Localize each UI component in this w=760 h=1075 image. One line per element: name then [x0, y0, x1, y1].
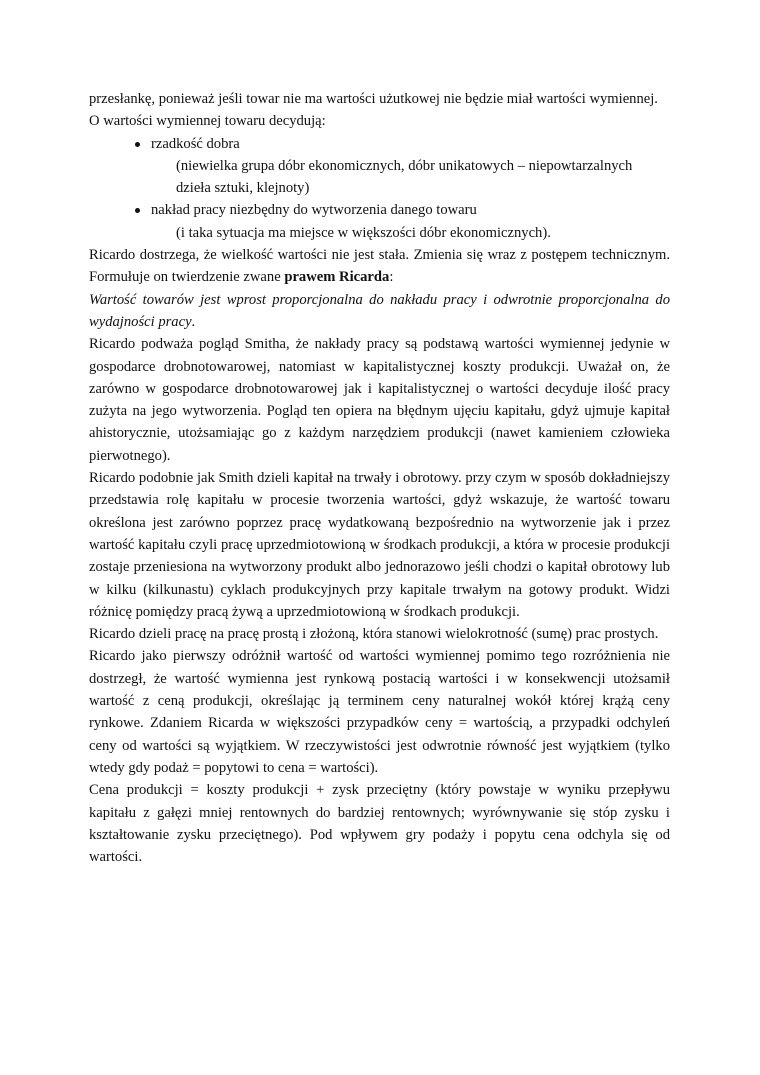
bullet-item-scarcity: rzadkość dobra — [151, 133, 670, 155]
law-statement — [89, 289, 670, 334]
paragraph-smith-critique: Ricardo podważa pogląd Smitha, że nakłady pracy są podstawą wartości wymiennej jedynie w gospodarce drobnotowarowej, natomiast w kapitalistycznej koszty produkcji. Uważał on, że zarówno w gospodarce drobnotowarowej jak i kapitalistycznej o wartości decyduje ilość pracy zużyta na jego wytworzenia. Pogląd ten opiera na błędnym ujęciu kapitału, gdyż ujmuje kapitał ahistorycznie, utożsamiając go z każdym narzędziem produkcji (nawet kamieniem człowieka pierwotnego). — [89, 336, 670, 464]
bullet-item-labor: nakład pracy niezbędny do wytworzenia danego towaru — [151, 199, 670, 221]
paragraph-exchange-value: Ricardo jako pierwszy odróżnił wartość od wartości wymiennej pomimo tego rozróżnienia nie dostrzegł, że wartość wymienna jest rynkową postacią wartości i w konsekwencji utożsamił wartość z ceną produkcji, określając ją terminem ceny naturalnej wokół której krążą ceny rynkowe. Zdaniem Ricarda w większości przypadków ceny = wartością, a przypadki odchyleń ceny od wartości są wyjątkiem. W rzeczywistości jest odwrotnie równość jest wyjątkiem (tylko wtedy gdy podaż = popytowi to cena = wartości). — [89, 648, 670, 776]
intro-question: O wartości wymiennej towaru decydują: — [89, 113, 326, 130]
law-statement-period: . — [191, 313, 196, 330]
law-colon: : — [389, 269, 394, 286]
intro-paragraph: przesłankę, ponieważ jeśli towar nie ma wartości użutkowej nie będzie miał wartości wymiennej. — [89, 91, 658, 107]
law-statement-text: Wartość towarów jest wprost proporcjonalna do nakładu pracy i odwrotnie proporcjonalna do wydajności pracy — [89, 291, 670, 330]
law-lead: Ricardo dostrzega, że wielkość wartości nie jest stała. Zmienia się wraz z postępem technicznym. Formułuje on twierdzenie zwane — [89, 247, 670, 286]
document-page — [89, 88, 670, 868]
paragraph-labor-types: Ricardo dzieli pracę na pracę prostą i złożoną, która stanowi wielokrotność (sumę) prac prostych. — [89, 626, 659, 643]
law-name: prawem Ricarda — [284, 269, 390, 286]
bullet-note-labor: (i taka sytuacja ma miejsce w większości dóbr ekonomicznych). — [176, 224, 551, 241]
bullet-note-scarcity: (niewielka grupa dóbr ekonomicznych, dóbr unikatowych – niepowtarzalnych dzieła sztuki, klejnoty) — [176, 157, 633, 197]
paragraph-production-price: Cena produkcji = koszty produkcji + zysk przeciętny (który powstaje w wyniku przepływu kapitału z gałęzi mniej rentownych do bardziej rentownych; wyrównywanie się stóp zysku i kształtowanie zysku przeciętnego). Pod wpływem gry podaży i popytu cena odchyla się od wartości. — [89, 782, 670, 866]
paragraph-capital: Ricardo podobnie jak Smith dzieli kapitał na trwały i obrotowy. przy czym w sposób dokładniejszy przedstawia rolę kapitału w procesie tworzenia wartości, gdyż wskazuje, że wartość towaru określona jest zarówno poprzez pracę wydatkowaną bezpośrednio na wytworzenie jak i przez wartość kapitału czyli pracę uprzedmiotowioną w środkach produkcji, a która w procesie produkcji zostaje przeniesiona na wytworzony produkt albo jednorazowo jeśli chodzi o kapitał obrotowy lub w kilku (kilkunastu) cyklach produkcyjnych przy kapitale trwałym na gotowy produkt. Widzi różnicę pomiędzy pracą żywą a uprzedmiotowioną w środkach produkcji. — [89, 470, 670, 620]
law-paragraph — [89, 244, 670, 289]
